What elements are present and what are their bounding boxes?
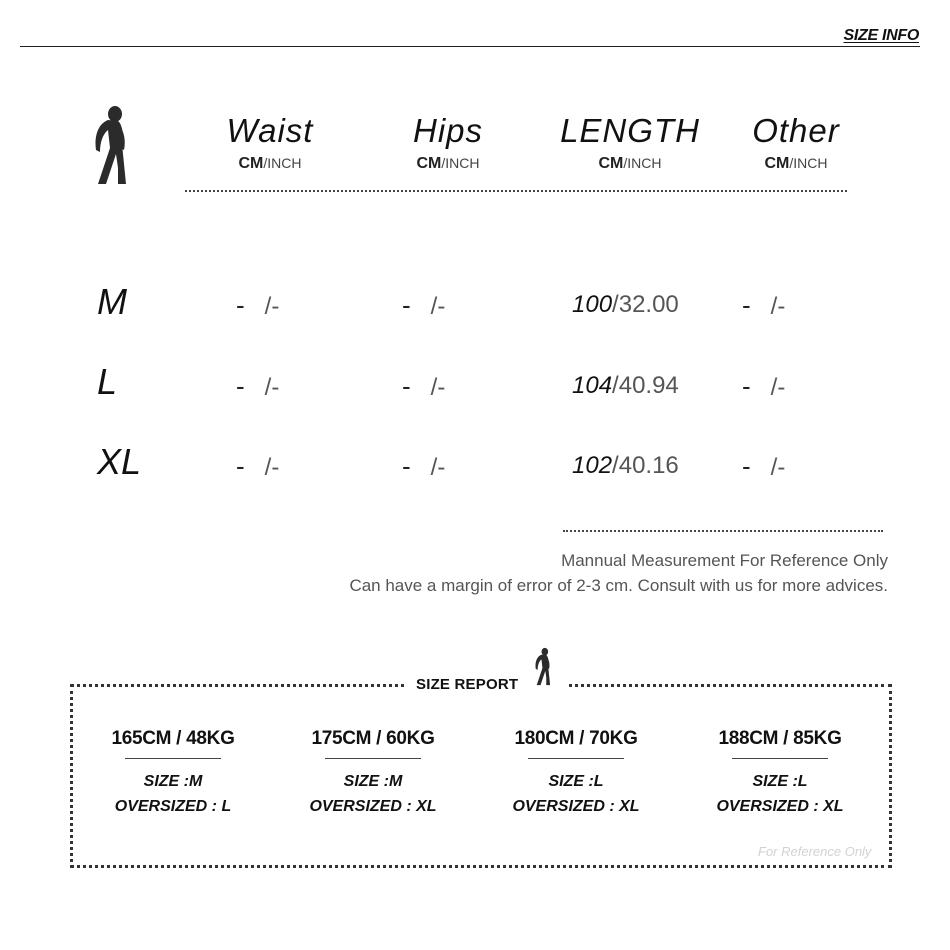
walking-figure-icon <box>530 643 552 691</box>
other-cell: - /- <box>742 451 786 481</box>
height-weight: 175CM / 60KG <box>311 728 435 749</box>
recommended-size: SIZE :M <box>343 773 403 790</box>
recommended-size: SIZE :L <box>548 773 604 790</box>
column-unit: CM/INCH <box>416 155 480 172</box>
height-weight: 165CM / 48KG <box>111 728 235 749</box>
walking-figure-icon <box>84 104 130 188</box>
column-title: Other <box>752 112 840 149</box>
report-entry <box>273 728 473 819</box>
column-unit: CM/INCH <box>238 155 302 172</box>
oversized-size: OVERSIZED : L <box>114 798 232 815</box>
measurement-note: Mannual Measurement For Reference Only <box>561 551 888 570</box>
margin-of-error-note: Can have a margin of error of 2-3 cm. Consult with us for more advices. <box>349 576 888 595</box>
column-unit: CM/INCH <box>764 155 828 172</box>
waist-cell: - /- <box>236 371 280 401</box>
recommended-size: SIZE :M <box>143 773 203 790</box>
column-header-hips <box>368 114 528 173</box>
hips-cell: - /- <box>402 290 446 320</box>
oversized-size: OVERSIZED : XL <box>512 798 640 815</box>
recommended-size: SIZE :L <box>752 773 808 790</box>
entry-divider <box>528 758 624 759</box>
other-cell: - /- <box>742 290 786 320</box>
report-entry <box>680 728 880 819</box>
length-cell: 100/32.00 <box>572 291 679 318</box>
report-entry <box>73 728 273 819</box>
report-entry <box>476 728 676 819</box>
reference-footer-note: For Reference Only <box>758 844 872 859</box>
column-title: LENGTH <box>560 112 700 149</box>
entry-divider <box>125 758 221 759</box>
waist-cell: - /- <box>236 451 280 481</box>
column-title: Waist <box>226 112 314 149</box>
entry-divider <box>325 758 421 759</box>
size-label: L <box>97 361 118 402</box>
header-dotted-divider <box>185 190 847 192</box>
hips-cell: - /- <box>402 451 446 481</box>
column-header-length <box>550 114 710 173</box>
length-cell: 102/40.16 <box>572 452 679 479</box>
column-header-waist <box>190 114 350 173</box>
report-title: SIZE REPORT <box>416 676 519 693</box>
size-label: M <box>97 281 127 322</box>
size-label: XL <box>97 441 142 482</box>
length-cell: 104/40.94 <box>572 372 679 399</box>
notes-dotted-divider <box>563 530 883 532</box>
size-info-title: SIZE INFO <box>843 27 919 44</box>
height-weight: 188CM / 85KG <box>718 728 842 749</box>
height-weight: 180CM / 70KG <box>514 728 638 749</box>
oversized-size: OVERSIZED : XL <box>716 798 844 815</box>
column-header-other <box>716 114 876 173</box>
header-divider <box>20 46 920 47</box>
other-cell: - /- <box>742 371 786 401</box>
column-title: Hips <box>412 112 484 149</box>
oversized-size: OVERSIZED : XL <box>309 798 437 815</box>
column-unit: CM/INCH <box>598 155 662 172</box>
hips-cell: - /- <box>402 371 446 401</box>
waist-cell: - /- <box>236 290 280 320</box>
entry-divider <box>732 758 828 759</box>
